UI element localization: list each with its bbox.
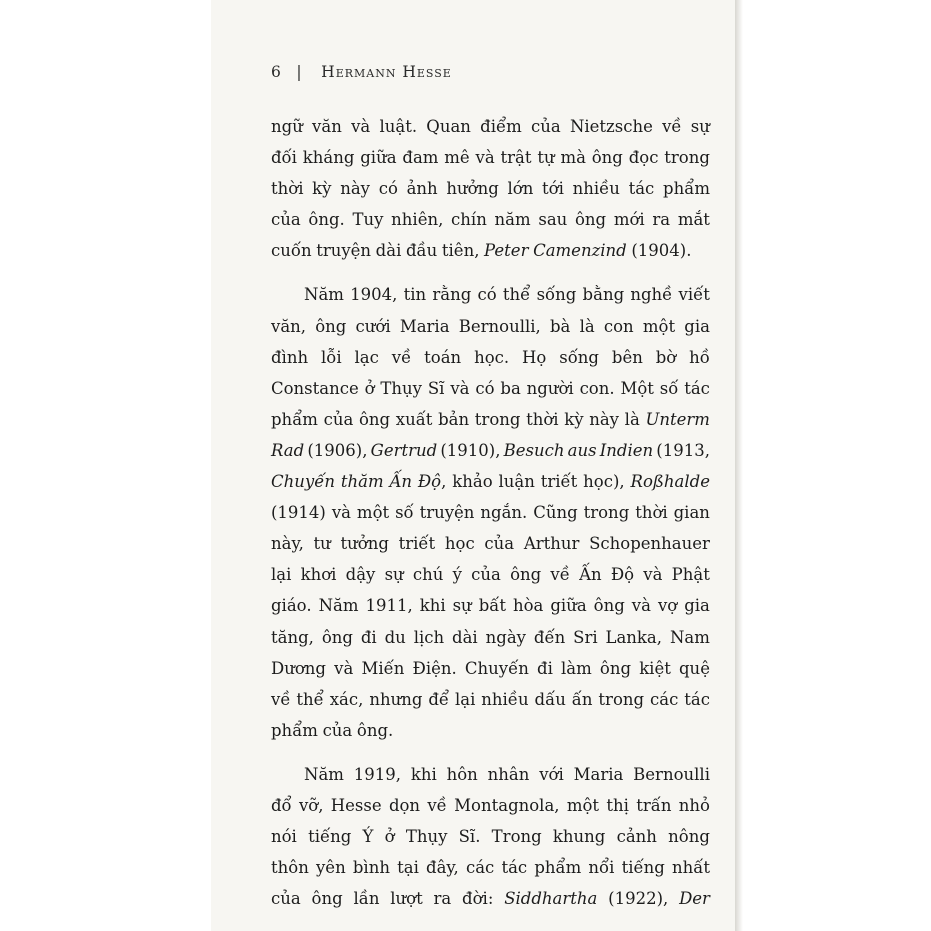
- word: gian: [673, 503, 710, 523]
- word: năm: [494, 210, 531, 230]
- word: ông: [575, 210, 607, 230]
- word: ông: [593, 596, 625, 616]
- word: con: [603, 316, 634, 336]
- word: 1904,: [350, 285, 398, 305]
- word: sống: [536, 285, 577, 305]
- word: sự: [384, 565, 404, 585]
- word: người: [526, 378, 574, 398]
- word: (1910),: [440, 440, 501, 460]
- word: Điện.: [412, 658, 457, 678]
- word: hưởng: [446, 179, 499, 199]
- word: Thụy: [405, 827, 448, 847]
- word: Sri: [573, 627, 598, 647]
- word: chín: [451, 210, 487, 230]
- word: các: [465, 858, 495, 878]
- word: ra: [652, 210, 671, 230]
- text-line: [271, 684, 710, 715]
- text-line: [271, 653, 710, 684]
- word: Siddhartha: [504, 889, 598, 909]
- word: Besuch: [503, 440, 565, 460]
- word: là: [579, 316, 595, 336]
- word: Ấn: [579, 565, 602, 585]
- word: Rad: [271, 440, 305, 460]
- word: vỡ,: [298, 795, 324, 815]
- word: về: [427, 795, 447, 815]
- page-number: 6: [271, 63, 282, 81]
- word: phẩm: [271, 409, 318, 429]
- word: của: [531, 117, 561, 136]
- word: Bernoulli: [633, 764, 710, 784]
- word: Unterm: [645, 409, 710, 429]
- word: Ấn: [389, 472, 412, 492]
- word: lại: [271, 565, 292, 585]
- word: nhiều: [481, 689, 529, 709]
- word: gia: [684, 316, 710, 336]
- word: và: [334, 658, 354, 678]
- word: trong: [474, 409, 521, 429]
- word: (1906),: [307, 440, 368, 460]
- word: phẩm: [663, 179, 710, 199]
- word: aus: [567, 440, 597, 460]
- word: khảo: [452, 472, 493, 492]
- word: ra: [433, 889, 452, 909]
- word: Nietzsche: [569, 117, 653, 136]
- word: khi: [419, 596, 446, 616]
- word: Nam: [669, 627, 710, 647]
- word: có: [378, 179, 398, 199]
- word: thời: [526, 409, 559, 429]
- word: thôn: [271, 858, 309, 878]
- word: kháng: [302, 148, 355, 168]
- word: đến: [533, 627, 566, 647]
- word: tại: [397, 858, 419, 878]
- word: khung: [552, 827, 606, 847]
- word: văn: [312, 117, 342, 136]
- word: nhất: [671, 858, 710, 878]
- word: nhiều: [572, 179, 620, 199]
- header-separator: |: [296, 63, 302, 81]
- text-line: [271, 821, 710, 852]
- page-edge-shadow: [735, 0, 743, 931]
- text-line: [271, 759, 710, 790]
- word: Arthur: [523, 534, 580, 554]
- word: tiếng: [621, 858, 665, 878]
- word: tác: [684, 378, 710, 398]
- word: đình: [271, 347, 309, 367]
- word: đổ: [271, 795, 292, 815]
- body-text: [271, 111, 710, 914]
- word: hôn: [446, 764, 478, 784]
- word: về: [550, 565, 570, 585]
- word: và: [351, 117, 371, 136]
- author-name: Hermann Hesse: [321, 63, 452, 81]
- text-line: [271, 404, 710, 435]
- word: đời:: [462, 889, 494, 909]
- word: cưới: [355, 316, 391, 336]
- word: nông: [668, 827, 710, 847]
- word: thời: [271, 179, 304, 199]
- word: vợ: [657, 596, 678, 616]
- word: Cũng: [533, 503, 578, 523]
- word: Sĩ: [427, 378, 445, 398]
- word: làm: [561, 658, 592, 678]
- word: Der: [679, 889, 710, 909]
- word: Ý: [362, 827, 374, 847]
- word: Năm: [304, 764, 344, 784]
- word: con.: [579, 378, 615, 398]
- word: một: [566, 795, 600, 815]
- word: ông: [510, 565, 542, 585]
- word: (1922),: [608, 889, 669, 909]
- word: ngày: [485, 627, 526, 647]
- word: mắt: [677, 210, 710, 230]
- word: xuất: [395, 409, 433, 429]
- word: để: [428, 689, 450, 709]
- word: Độ,: [417, 472, 447, 492]
- word: phẩm: [271, 720, 318, 740]
- word: Bernoulli,: [458, 316, 541, 336]
- word: viết: [678, 285, 710, 305]
- word: nổi: [588, 858, 615, 878]
- word: hồ: [689, 347, 710, 367]
- text-line: [271, 590, 710, 621]
- word: nhiên,: [391, 210, 444, 230]
- word: thăm: [340, 472, 384, 492]
- word: quệ: [679, 658, 710, 678]
- word: Roßhalde: [630, 472, 710, 492]
- word: tác: [684, 689, 710, 709]
- word: triết: [398, 534, 436, 554]
- word: lại: [454, 689, 476, 709]
- word: bình: [352, 858, 390, 878]
- word: đọc: [628, 148, 659, 168]
- word: một: [642, 316, 676, 336]
- word: Gertrud: [370, 440, 438, 460]
- word: đi: [537, 658, 553, 678]
- word: của: [322, 720, 353, 740]
- text-line: [271, 435, 710, 466]
- word: của: [271, 210, 301, 230]
- word: có: [477, 285, 497, 305]
- word: đây,: [426, 858, 459, 878]
- word: lạc: [354, 347, 379, 367]
- text-line: [271, 342, 710, 373]
- word: văn,: [271, 316, 307, 336]
- text-line: [271, 373, 710, 404]
- word: bờ: [655, 347, 677, 367]
- word: bản: [438, 409, 470, 429]
- text-line: [271, 528, 710, 559]
- word: này: [340, 179, 370, 199]
- word: bên: [611, 347, 643, 367]
- word: một: [356, 503, 390, 523]
- word: tư: [313, 534, 331, 554]
- word: du: [384, 627, 406, 647]
- word: sự: [452, 596, 472, 616]
- text-line: [271, 111, 710, 142]
- word: này,: [271, 534, 304, 554]
- word: sau: [538, 210, 568, 230]
- word: lượt: [390, 889, 423, 909]
- word: cảnh: [616, 827, 657, 847]
- word: kỳ: [312, 179, 332, 199]
- word: tác: [501, 858, 528, 878]
- word: Năm: [304, 285, 344, 305]
- word: ông: [311, 889, 343, 909]
- word: về: [391, 347, 412, 367]
- word: tưởng: [340, 534, 389, 554]
- word: ở: [384, 827, 395, 847]
- word: đi: [360, 627, 377, 647]
- word: Tuy: [352, 210, 384, 230]
- word: trong: [598, 689, 645, 709]
- word: (1913,: [656, 440, 710, 460]
- text-line: [271, 173, 710, 204]
- word: các: [650, 689, 679, 709]
- text-line: [271, 790, 710, 821]
- text-line: [271, 466, 710, 497]
- word: ông.: [308, 210, 345, 230]
- word: của: [484, 534, 515, 554]
- word: tin: [403, 285, 427, 305]
- word: nghề: [630, 285, 673, 305]
- word: khơi: [300, 565, 337, 585]
- word: bằng: [582, 285, 625, 305]
- word: sống: [559, 347, 599, 367]
- word: luận: [498, 472, 535, 492]
- word: rằng: [432, 285, 472, 305]
- word: số: [395, 503, 414, 523]
- word: toán: [424, 347, 462, 367]
- text-line: [271, 559, 710, 590]
- word: Maria: [399, 316, 450, 336]
- word: khi: [410, 764, 437, 784]
- paragraph: [271, 111, 710, 266]
- word: Montagnola,: [454, 795, 560, 815]
- word: Quan: [426, 117, 471, 136]
- word: số: [659, 378, 679, 398]
- word: Phật: [671, 565, 710, 585]
- word: mê: [444, 148, 470, 168]
- word: và: [475, 148, 495, 168]
- word: có: [475, 378, 495, 398]
- paragraph: [271, 279, 710, 745]
- word: của: [471, 565, 501, 585]
- word: dài: [452, 627, 478, 647]
- word: đối: [271, 148, 297, 168]
- word: giữa: [360, 148, 397, 168]
- text-line: [271, 715, 710, 746]
- word: kỳ: [564, 409, 584, 429]
- text-line: [271, 279, 710, 310]
- word: lần: [353, 889, 380, 909]
- word: đầu: [405, 241, 438, 261]
- word: tác: [628, 179, 655, 199]
- word: Sĩ.: [458, 827, 481, 847]
- word: nhỏ: [678, 795, 710, 815]
- word: của: [323, 409, 354, 429]
- word: ấn: [571, 689, 593, 709]
- word: Năm: [318, 596, 359, 616]
- word: ông.: [356, 720, 394, 740]
- text-line: [271, 883, 710, 914]
- word: lỗi: [320, 347, 342, 367]
- running-header: [271, 63, 452, 81]
- word: ông: [358, 409, 391, 429]
- text-line: [271, 622, 710, 653]
- word: ảnh: [406, 179, 438, 199]
- word: ngữ: [271, 117, 303, 136]
- paragraph: [271, 759, 710, 914]
- word: 1911,: [365, 596, 413, 616]
- word: Dương: [271, 658, 326, 678]
- word: về: [271, 689, 291, 709]
- text-line: [271, 142, 710, 173]
- word: phẩm: [534, 858, 582, 878]
- text-line: [271, 497, 710, 528]
- word: luật.: [379, 117, 418, 136]
- word: triết: [540, 472, 578, 492]
- word: Họ: [522, 347, 547, 367]
- word: đam: [402, 148, 439, 168]
- word: học),: [583, 472, 625, 492]
- word: (1914): [271, 503, 326, 523]
- text-line: [271, 235, 710, 266]
- word: Camenzind: [533, 241, 627, 261]
- word: tăng,: [271, 627, 314, 647]
- word: ở: [364, 378, 375, 398]
- word: yên: [315, 858, 346, 878]
- word: Chuyến: [464, 658, 529, 678]
- word: tự: [537, 148, 555, 168]
- word: trật: [500, 148, 532, 168]
- word: dậy: [345, 565, 376, 585]
- word: chú: [412, 565, 444, 585]
- word: (1904).: [631, 241, 692, 261]
- word: truyện: [419, 503, 475, 523]
- paragraph-gap: [271, 746, 710, 759]
- word: dọn: [388, 795, 421, 815]
- word: ông: [599, 658, 632, 678]
- word: nói: [271, 827, 297, 847]
- text-line: [271, 311, 710, 342]
- word: xác,: [329, 689, 364, 709]
- word: tới: [542, 179, 564, 199]
- word: lịch: [413, 627, 445, 647]
- word: với: [539, 764, 564, 784]
- word: học: [444, 534, 475, 554]
- word: trong: [583, 503, 630, 523]
- word: Peter: [484, 241, 529, 261]
- word: hòa: [512, 596, 544, 616]
- word: và: [631, 596, 651, 616]
- word: truyện: [316, 241, 372, 261]
- word: này: [589, 409, 620, 429]
- word: Schopenhauer: [589, 534, 710, 554]
- word: về: [662, 117, 682, 136]
- word: mà: [560, 148, 586, 168]
- word: ba: [500, 378, 521, 398]
- word: ý: [452, 565, 462, 585]
- word: điểm: [480, 117, 522, 136]
- word: cuốn: [271, 241, 312, 261]
- word: và: [450, 378, 470, 398]
- word: Lanka,: [605, 627, 663, 647]
- word: giáo.: [271, 596, 312, 616]
- word: bà: [549, 316, 571, 336]
- word: trong: [664, 148, 710, 168]
- word: và: [331, 503, 351, 523]
- word: nhân: [487, 764, 530, 784]
- word: gia: [684, 596, 710, 616]
- word: lớn: [507, 179, 534, 199]
- word: Maria: [573, 764, 624, 784]
- word: tiếng: [308, 827, 352, 847]
- word: kiệt: [639, 658, 671, 678]
- word: thể: [296, 689, 324, 709]
- word: Indien: [599, 440, 654, 460]
- word: trấn: [636, 795, 672, 815]
- word: là: [624, 409, 640, 429]
- word: Miến: [361, 658, 405, 678]
- text-line: [271, 204, 710, 235]
- word: ông: [321, 627, 353, 647]
- word: giữa: [550, 596, 587, 616]
- word: dài: [375, 241, 402, 261]
- word: thời: [635, 503, 668, 523]
- word: thị: [606, 795, 629, 815]
- word: và: [643, 565, 663, 585]
- word: ngắn.: [480, 503, 528, 523]
- word: bất: [478, 596, 506, 616]
- word: Thụy: [380, 378, 423, 398]
- word: dấu: [534, 689, 566, 709]
- word: tiên,: [441, 241, 480, 261]
- word: Độ: [610, 565, 635, 585]
- word: sự: [690, 117, 710, 136]
- word: Constance: [271, 378, 359, 398]
- word: Một: [620, 378, 654, 398]
- word: ông: [315, 316, 347, 336]
- word: mới: [613, 210, 645, 230]
- word: học.: [474, 347, 510, 367]
- text-line: [271, 852, 710, 883]
- word: Trong: [491, 827, 542, 847]
- word: thể: [502, 285, 531, 305]
- word: 1919,: [353, 764, 402, 784]
- word: Hesse: [330, 795, 382, 815]
- word: nhưng: [369, 689, 423, 709]
- word: ông: [591, 148, 623, 168]
- word: của: [271, 889, 301, 909]
- word: Chuyến: [271, 472, 335, 492]
- paragraph-gap: [271, 266, 710, 279]
